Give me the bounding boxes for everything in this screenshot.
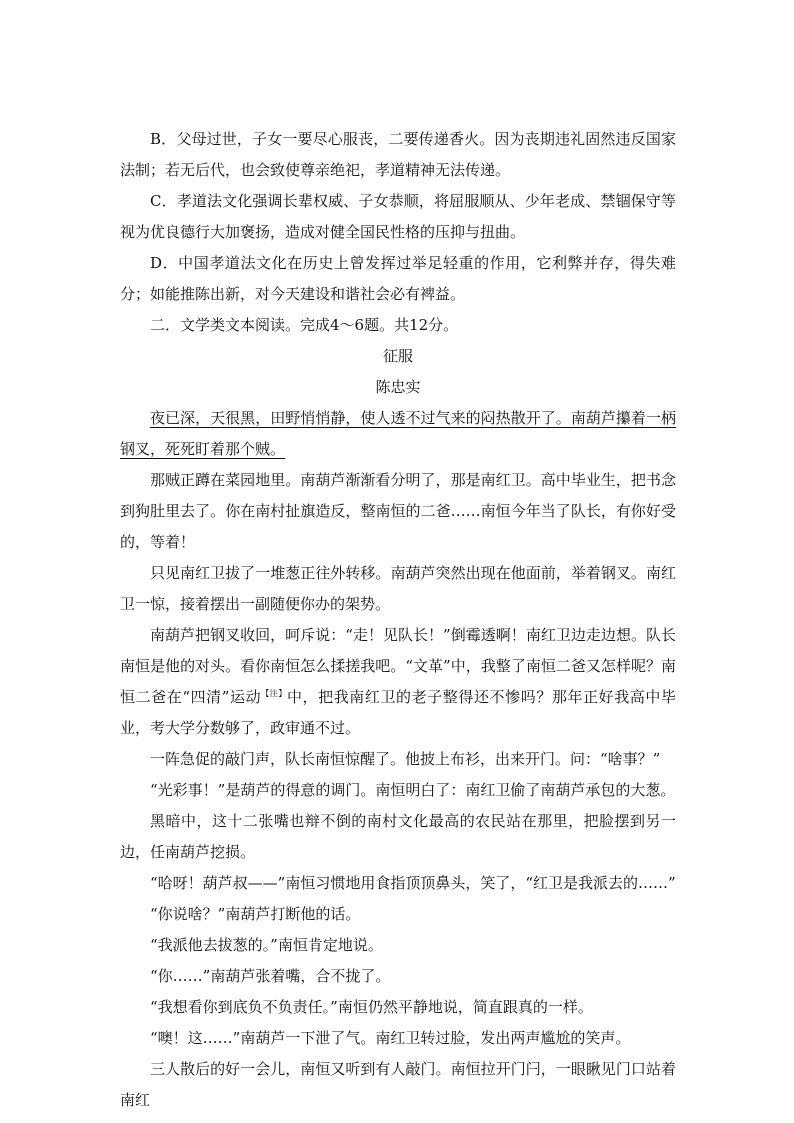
story-paragraph-6: “光彩事！”是葫芦的得意的调门。南恒明白了：南红卫偷了南葫芦承包的大葱。	[150, 781, 676, 799]
story-paragraph-4-part-a: 南葫芦把钢叉收回，呵斥说：“走！见队长！”倒霉透啊！南红卫边走边想。队长南恒是他的对头。看你南恒怎么揉搓我吧。“文革”中，我整了南恒二爸又怎样呢？南恒二爸在“四清”运动	[120, 626, 676, 706]
document-page	[120, 124, 676, 1116]
story-paragraph-9: “你说啥？”南葫芦打断他的话。	[150, 905, 361, 923]
story-paragraph-2: 那贼正蹲在菜园地里。南葫芦渐渐看分明了，那是南红卫。高中毕业生，把书念到狗肚里去了。你在南村扯旗造反，整南恒的二爸……南恒今年当了队长，有你好受的，等着！	[120, 471, 676, 551]
story-paragraph-14: 三人散后的好一会儿，南恒又听到有人敲门。南恒拉开门闩，一眼瞅见门口站着南红	[120, 1060, 676, 1109]
story-paragraph-11: “你……”南葫芦张着嘴，合不拢了。	[150, 967, 391, 985]
story-paragraph-4	[120, 620, 676, 744]
story-paragraph-1: 夜已深，天很黑，田野悄悄静，使人透不过气来的闷热散开了。南葫芦攥着一柄钢叉，死死盯着那个贼。	[120, 409, 676, 458]
story-title: 征服	[382, 347, 413, 365]
story-paragraph-8: “哈呀！葫芦叔——”南恒习惯地用食指顶顶鼻头，笑了，“红卫是我派去的……”	[150, 874, 676, 892]
story-paragraph-7: 黑暗中，这十二张嘴也辩不倒的南村文化最高的农民站在那里，把脸摆到另一边，任南葫芦挖损。	[120, 812, 676, 861]
story-paragraph-5: 一阵急促的敲门声，队长南恒惊醒了。他披上布衫，出来开门。问：“啥事？”	[150, 750, 661, 768]
story-paragraph-13: “噢！这……”南葫芦一下泄了气。南红卫转过脸，发出两声尴尬的笑声。	[150, 1029, 631, 1047]
story-paragraph-10: “我派他去拔葱的。”南恒肯定地说。	[150, 936, 383, 954]
story-author: 陈忠实	[375, 378, 421, 396]
option-c: C．孝道法文化强调长辈权威、子女恭顺，将屈服顺从、少年老成、禁锢保守等视为优良德行大加褒扬，造成对健全国民性格的压抑与扭曲。	[120, 192, 676, 241]
option-d: D．中国孝道法文化在历史上曾发挥过举足轻重的作用，它利弊并存，得失难分；如能推陈出新，对今天建设和谐社会必有裨益。	[120, 254, 676, 303]
story-paragraph-3: 只见南红卫拔了一堆葱正往外转移。南葫芦突然出现在他面前，举着钢叉。南红卫一惊，接着摆出一副随便你办的架势。	[120, 564, 676, 613]
section-heading: 二．文学类文本阅读。完成4～6题。共12分。	[150, 316, 459, 334]
story-paragraph-4-part-b: 中，把我南红卫的老子整得还不惨吗？那年正好我高中毕业，考大学分数够了，政审通不过。	[120, 688, 676, 737]
option-b: B．父母过世，子女一要尽心服丧，二要传递香火。因为丧期违礼固然违反国家法制；若无后代，也会致使尊亲绝祀，孝道精神无法传递。	[120, 130, 676, 179]
footnote-marker: 【注】	[261, 689, 287, 698]
story-paragraph-12: “我想看你到底负不负责任。”南恒仍然平静地说，简直跟真的一样。	[150, 998, 593, 1016]
